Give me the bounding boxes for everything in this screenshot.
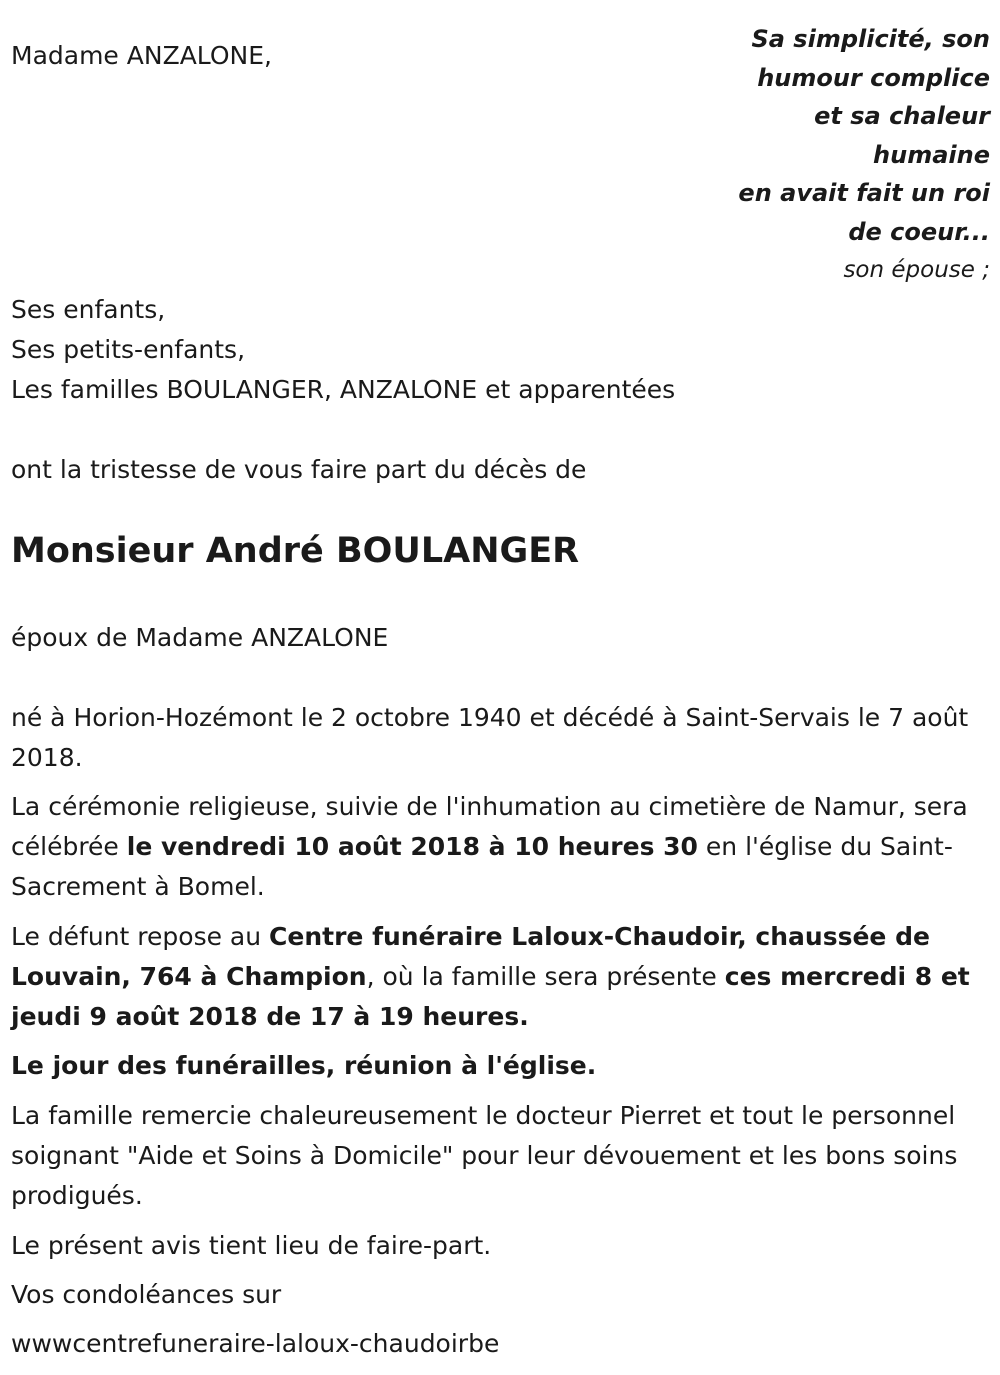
ceremony-paragraph (11, 787, 986, 907)
ceremony-intro: La cérémonie religieuse, suivie de l'inhumation au cimetière de Namur, sera célébrée (11, 792, 968, 861)
rest-location: Centre funéraire Laloux-Chaudoir, chaussée de Louvain, 764 à Champion (11, 922, 930, 991)
quote-line: et sa chaleur (814, 102, 990, 131)
family-relatives: Les familles BOULANGER, ANZALONE et apparentées (11, 375, 676, 404)
salutation: Madame ANZALONE, (11, 41, 272, 70)
rest-times: ces mercredi 8 et jeudi 9 août 2018 de 17 à 19 heures. (11, 962, 970, 1031)
quote-line: en avait fait un roi (738, 179, 990, 208)
quote-line: humour complice (757, 63, 990, 92)
quote-line: humaine (873, 140, 990, 169)
family-grandchildren: Ses petits-enfants, (11, 335, 246, 364)
ceremony-date: le vendredi 10 août 2018 à 10 heures 30 (126, 832, 698, 861)
family-children: Ses enfants, (11, 295, 166, 324)
rest-paragraph (11, 917, 986, 1037)
tribute-quote (590, 20, 990, 252)
condolences-label: Vos condoléances sur (11, 1280, 282, 1309)
ceremony-place: en l'église du Saint-Sacrement à Bomel. (11, 832, 953, 901)
quote-line: de coeur... (848, 217, 990, 246)
quote-line: Sa simplicité, son (751, 25, 990, 53)
rest-intro: Le défunt repose au (11, 922, 270, 951)
deceased-name: Monsieur André BOULANGER (11, 531, 580, 571)
meeting-text: Le jour des funérailles, réunion à l'église. (11, 1051, 597, 1080)
rest-middle: , où la famille sera présente (366, 962, 725, 991)
thanks-paragraph: La famille remercie chaleureusement le docteur Pierret et tout le personnel soignant "Aide et Soins à Domicile" pour leur dévouement et les bons soins prodigués. (11, 1101, 958, 1210)
spouse-line: époux de Madame ANZALONE (11, 623, 389, 652)
birth-death: né à Horion-Hozémont le 2 octobre 1940 et décédé à Saint-Servais le 7 août 2018. (11, 703, 969, 772)
notice-line: Le présent avis tient lieu de faire-part. (11, 1231, 492, 1260)
funeral-meeting (11, 1046, 596, 1086)
quote-signature: son épouse ; (843, 257, 990, 283)
condolences-website[interactable]: wwwcentrefuneraire-laloux-chaudoirbe (11, 1329, 500, 1358)
announcement: ont la tristesse de vous faire part du décès de (11, 455, 587, 484)
